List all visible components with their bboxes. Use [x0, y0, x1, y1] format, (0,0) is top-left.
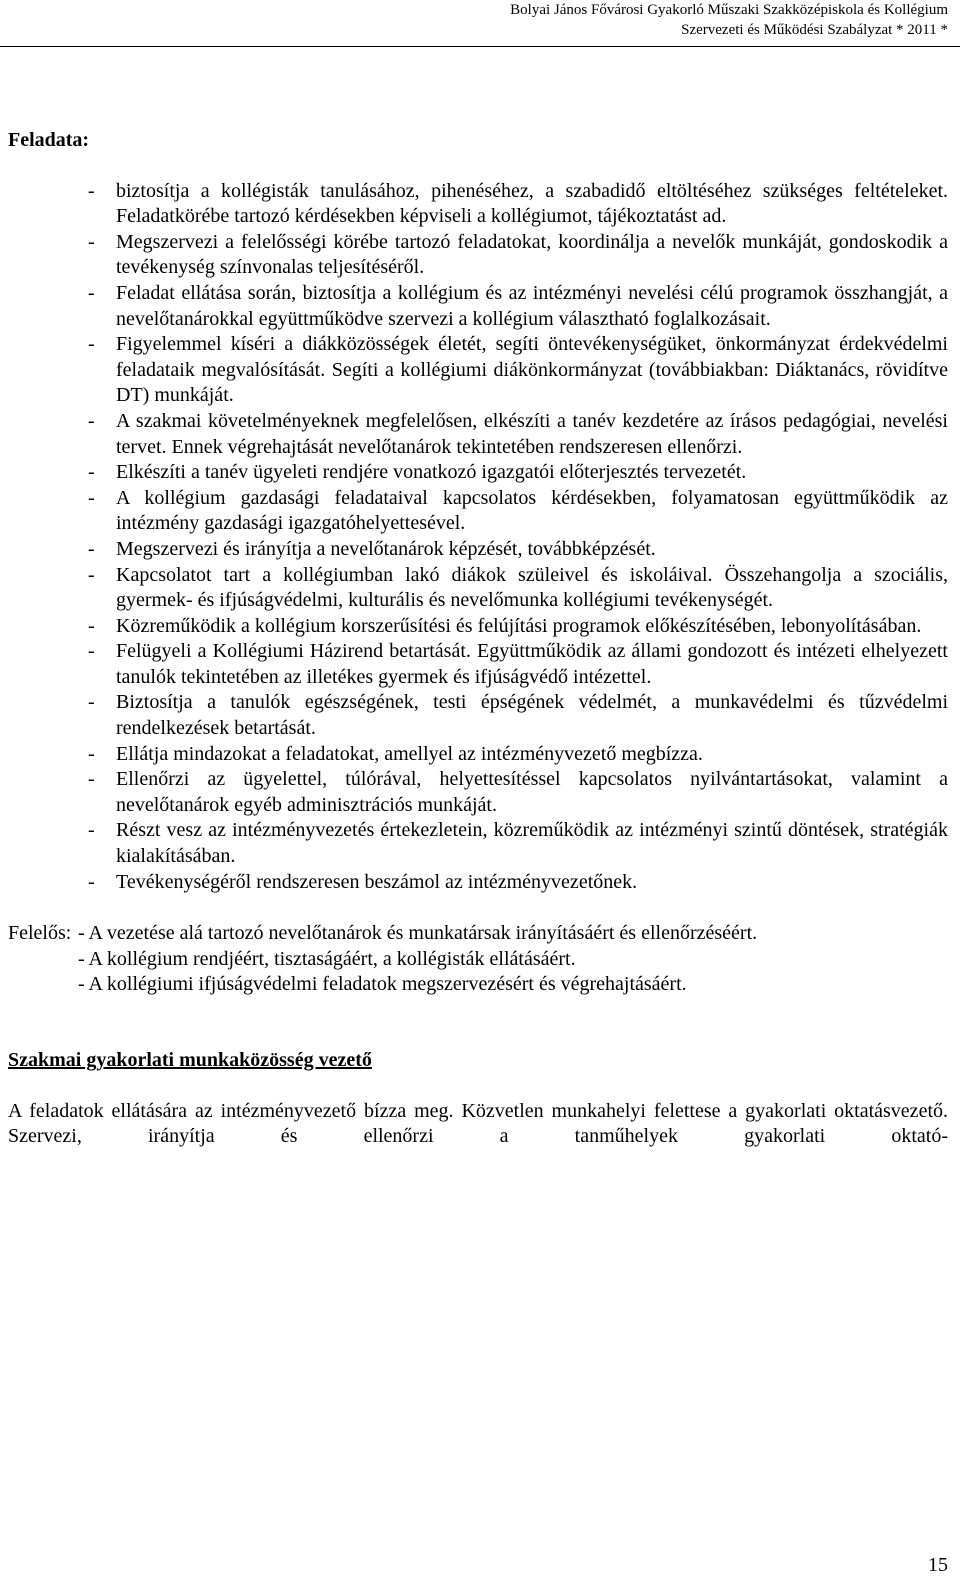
list-item	[88, 870, 948, 896]
dash-marker: -	[88, 614, 95, 637]
list-item	[88, 563, 948, 614]
list-item	[88, 614, 948, 640]
page-header	[510, 0, 948, 40]
list-item	[88, 460, 948, 486]
dash-marker: -	[88, 870, 95, 893]
header-institution: Bolyai János Fővárosi Gyakorló Műszaki Szakközépiskola és Kollégium	[510, 2, 948, 18]
list-item	[88, 742, 948, 768]
list-item-text: biztosítja a kollégisták tanulásához, pihenéséhez, a szabadidő eltöltéséhez szükséges feltételeket. Feladatkörébe tartozó kérdésekben képviseli a kollégiumot, tájékoztatást ad.	[116, 179, 948, 228]
list-item	[88, 281, 948, 332]
dash-marker: -	[88, 281, 95, 304]
dash-marker: -	[88, 409, 95, 432]
felelos-list	[78, 921, 948, 998]
header-document-title: Szervezeti és Működési Szabályzat * 2011 *	[681, 22, 948, 38]
list-item	[88, 230, 948, 281]
list-item-text: Megszervezi a felelősségi körébe tartozó feladatokat, koordinálja a nevelők munkáját, gondoskodik a tevékenység színvonalas teljesítéséről.	[116, 230, 948, 279]
list-item	[88, 818, 948, 869]
list-item-text: Közreműködik a kollégium korszerűsítési és felújítási programok előkészítésében, lebonyolításában.	[116, 614, 922, 637]
felelos-item: - A vezetése alá tartozó nevelőtanárok és munkatársak irányításáért és ellenőrzéséért.	[78, 922, 758, 945]
dash-marker: -	[88, 537, 95, 560]
dash-marker: -	[88, 742, 95, 765]
page-content	[8, 128, 948, 1150]
list-item-text: A kollégium gazdasági feladataival kapcsolatos kérdésekben, folyamatosan együttműködik az intézmény gazdasági igazgatóhelyettesével.	[116, 486, 948, 535]
list-item	[88, 332, 948, 409]
list-item-text: Részt vesz az intézményvezetés értekezletein, közreműködik az intézményi szintű döntések, stratégiák kialakításában.	[116, 819, 948, 868]
dash-marker: -	[88, 640, 95, 663]
list-item	[88, 767, 948, 818]
list-item-text: Biztosítja a tanulók egészségének, testi épségének védelmét, a munkavédelmi és tűzvédelmi rendelkezések betartását.	[116, 691, 948, 740]
felelos-section	[8, 921, 948, 998]
list-item	[88, 690, 948, 741]
felelos-item: - A kollégium rendjéért, tisztaságáért, a kollégisták ellátásáért.	[78, 947, 576, 970]
dash-marker: -	[88, 691, 95, 714]
dash-marker: -	[88, 768, 95, 791]
dash-marker: -	[88, 230, 95, 253]
list-item-text: Figyelemmel kíséri a diákközösségek életét, segíti öntevékenységüket, önkormányzat érdekvédelmi feladataik megvalósítását. Segíti a kollégiumi diákönkormányzat (továbbiakban: Diáktanács, rövidítve DT) munkáját.	[116, 333, 948, 407]
feladata-list	[8, 179, 948, 896]
felelos-label: Felelős:	[8, 922, 72, 945]
section-paragraph: A feladatok ellátására az intézményvezető bízza meg. Közvetlen munkahelyi felettese a gyakorlati oktatásvezető. Szervezi, irányítja és ellenőrzi a tanműhelyek gyakorlati oktató-	[8, 1099, 948, 1148]
list-item	[88, 537, 948, 563]
header-rule	[0, 46, 960, 47]
list-item-text: Ellenőrzi az ügyelettel, túlórával, helyettesítéssel kapcsolatos nyilvántartásokat, valamint a nevelőtanárok egyéb adminisztrációs munkáját.	[116, 768, 948, 816]
section-heading: Szakmai gyakorlati munkaközösség vezető	[8, 1049, 372, 1071]
dash-marker: -	[88, 819, 95, 842]
list-item-text: Kapcsolatot tart a kollégiumban lakó diákok szüleivel és iskoláival. Összehangolja a szociális, gyermek- és ifjúságvédelmi, kulturális és nevelőmunka kollégiumi tevékenységét.	[116, 563, 948, 612]
dash-marker: -	[88, 486, 95, 509]
felelos-item: - A kollégiumi ifjúságvédelmi feladatok megszervezésért és végrehajtásáért.	[78, 973, 687, 996]
list-item-text: Megszervezi és irányítja a nevelőtanárok képzését, továbbképzését.	[116, 537, 656, 560]
list-item-text: A szakmai követelményeknek megfelelősen, elkészíti a tanév kezdetére az írásos pedagógiai, nevelési tervet. Ennek végrehajtását nevelőtanárok tekintetében rendszeresen ellenőrzi.	[116, 409, 948, 458]
dash-marker: -	[88, 563, 95, 586]
dash-marker: -	[88, 333, 95, 356]
list-item-text: Elkészíti a tanév ügyeleti rendjére vonatkozó igazgatói előterjesztés tervezetét.	[116, 461, 747, 484]
list-item	[88, 179, 948, 230]
list-item	[88, 486, 948, 537]
dash-marker: -	[88, 179, 95, 202]
feladata-heading: Feladata:	[8, 129, 90, 151]
list-item	[88, 409, 948, 460]
list-item-text: Feladat ellátása során, biztosítja a kollégium és az intézményi nevelési célú programok összhangját, a nevelőtanárokkal együttműködve szervezi a kollégium választható foglalkozásait.	[116, 281, 948, 330]
list-item-text: Ellátja mindazokat a feladatokat, amellyel az intézményvezető megbízza.	[116, 742, 703, 765]
page-number: 15	[928, 1554, 948, 1576]
list-item-text: Felügyeli a Kollégiumi Házirend betartását. Együttműködik az állami gondozott és intézeti elhelyezett tanulók tekintetében az illetékes gyermek és ifjúságvédő intézettel.	[116, 640, 948, 688]
dash-marker: -	[88, 461, 95, 484]
list-item-text: Tevékenységéről rendszeresen beszámol az intézményvezetőnek.	[116, 870, 638, 893]
list-item	[88, 639, 948, 690]
